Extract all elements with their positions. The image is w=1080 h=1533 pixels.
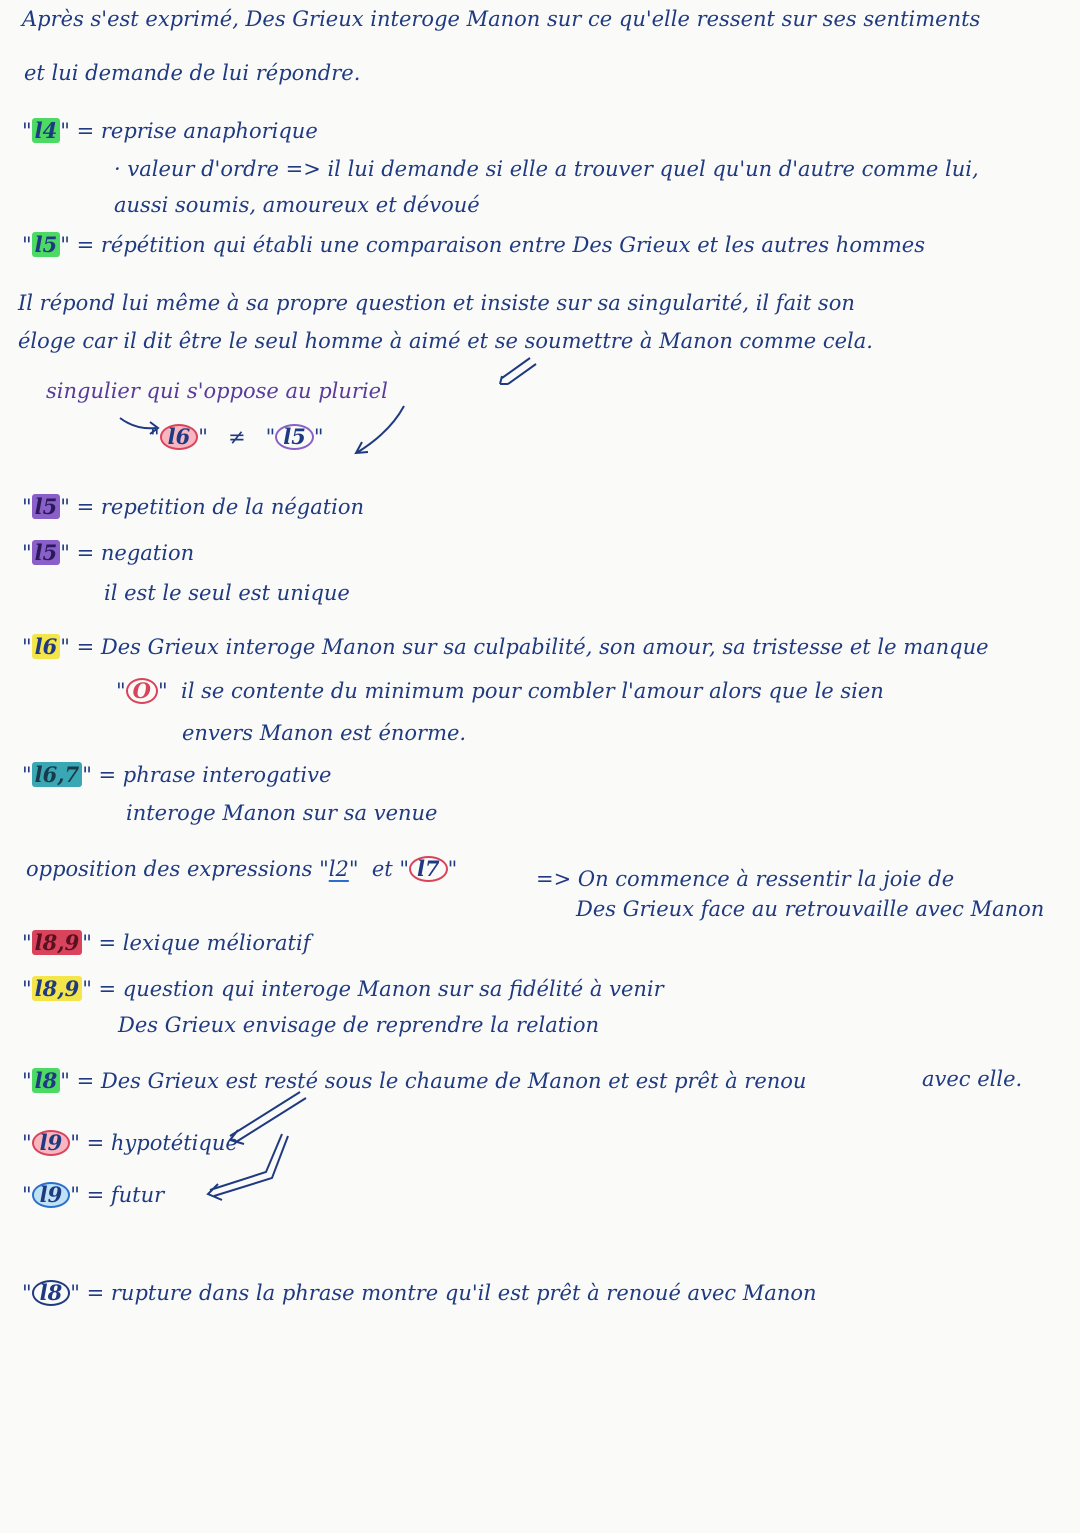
l67-text: = phrase interogative [98, 763, 332, 787]
ring-l5: l5 [275, 424, 314, 450]
note-l9-hypothetical: " l9 " = hypotétique [22, 1130, 238, 1155]
l8-text: = Des Grieux est resté sous le chaume de Manon et est prêt à renou [76, 1069, 807, 1093]
highlight-l8: l8 [32, 1068, 61, 1093]
l8-tail: avec elle. [922, 1067, 1023, 1091]
singular-marks: " l6 " ≠ " l5 " [150, 424, 324, 449]
note-l5-comparison: " l5 " = répétition qui établi une comparaison entre Des Grieux et les autres hommes [22, 232, 925, 257]
arrow-to-l5-icon [358, 406, 404, 452]
highlight-l89-red: l8,9 [32, 930, 83, 955]
l89-question-text: = question qui interoge Manon sur sa fidélité à venir [98, 977, 664, 1001]
note-l6: " l6 " = Des Grieux interoge Manon sur sa culpabilité, son amour, sa tristesse et le manque [22, 634, 989, 659]
highlight-l4: l4 [32, 118, 61, 143]
mark-l2: l2 [328, 857, 349, 881]
l4-definition: = reprise anaphorique [76, 119, 318, 143]
double-arrow-to-l9-icon [208, 1092, 306, 1200]
l89-detail: Des Grieux envisage de reprendre la relation [118, 1013, 600, 1037]
note-l67: " l6,7 " = phrase interogative [22, 762, 332, 787]
reply-line-2: éloge car il dit être le seul homme à aimé et se soumettre à Manon comme cela. [18, 329, 873, 353]
highlight-l5-purple-2: l5 [32, 540, 61, 565]
zero-line-2: envers Manon est énorme. [182, 721, 467, 745]
ring-l7: l7 [409, 856, 448, 882]
zero-line-1: il se contente du minimum pour combler l'amour alors que le sien [180, 679, 884, 703]
intro-line-1: Après s'est exprimé, Des Grieux interoge Manon sur ce qu'elle ressent sur ses sentiments [22, 7, 981, 31]
l9-future-text: = futur [86, 1183, 165, 1207]
double-arrow-icon [500, 358, 536, 384]
note-l9-future: " l9 " = futur [22, 1182, 165, 1207]
ring-l6: l6 [160, 424, 199, 450]
note-l5-negation-repetition: " l5 " = repetition de la négation [22, 494, 365, 519]
l9-hypothetical-text: = hypotétique [86, 1131, 238, 1155]
ring-l9-blue: l9 [32, 1182, 71, 1208]
note-l89-lexique: " l8,9 " = lexique mélioratif [22, 930, 311, 955]
note-l5-negation: " l5 " = negation [22, 540, 195, 565]
l4-detail-1: · valeur d'ordre => il lui demande si elle a trouver quel qu'un d'autre comme lui, [114, 157, 979, 181]
highlight-l6: l6 [32, 634, 61, 659]
intro-line-2: et lui demande de lui répondre. [24, 61, 361, 85]
reply-line-1: Il répond lui même à sa propre question et insiste sur sa singularité, il fait son [18, 291, 855, 315]
ring-zero: O [126, 678, 158, 704]
l8-rupture-text: = rupture dans la phrase montre qu'il est prêt à renoué avec Manon [86, 1281, 817, 1305]
l4-detail-2: aussi soumis, amoureux et dévoué [114, 193, 480, 217]
note-l4: " l4 " = reprise anaphorique [22, 118, 318, 143]
note-l8-rupture: " l8 " = rupture dans la phrase montre qu'il est prêt à renoué avec Manon [22, 1280, 817, 1305]
opposition-and: et [371, 857, 393, 881]
opposition-result-2: Des Grieux face au retrouvaille avec Manon [576, 897, 1045, 921]
l5-negation-text: = negation [76, 541, 195, 565]
note-l8: " l8 " = Des Grieux est resté sous le chaume de Manon et est prêt à renou [22, 1068, 807, 1093]
singular-note: singulier qui s'oppose au pluriel [46, 379, 388, 403]
l89-lexique-text: = lexique mélioratif [98, 931, 311, 955]
highlight-l5-purple: l5 [32, 494, 61, 519]
not-equal-sign: ≠ [227, 425, 246, 449]
note-zero: " O " il se contente du minimum pour combler l'amour alors que le sien [116, 678, 884, 703]
opposition-text: opposition des expressions [26, 857, 313, 881]
l5-comparison-text: = répétition qui établi une comparaison entre Des Grieux et les autres hommes [76, 233, 925, 257]
l6-text: = Des Grieux interoge Manon sur sa culpabilité, son amour, sa tristesse et le manque [76, 635, 989, 659]
l5-unique-text: il est le seul est unique [104, 581, 350, 605]
ring-l8: l8 [32, 1280, 71, 1306]
highlight-l67: l6,7 [32, 762, 83, 787]
highlight-l89-yellow: l8,9 [32, 976, 83, 1001]
ring-l9-red: l9 [32, 1130, 71, 1156]
opposition-note: opposition des expressions "l2" et " l7 " [26, 856, 458, 881]
l5-negation-repetition-text: = repetition de la négation [76, 495, 365, 519]
l67-detail: interoge Manon sur sa venue [126, 801, 438, 825]
note-l89-question: " l8,9 " = question qui interoge Manon sur sa fidélité à venir [22, 976, 664, 1001]
highlight-l5: l5 [32, 232, 61, 257]
opposition-result-1: => On commence à ressentir la joie de [536, 867, 955, 891]
